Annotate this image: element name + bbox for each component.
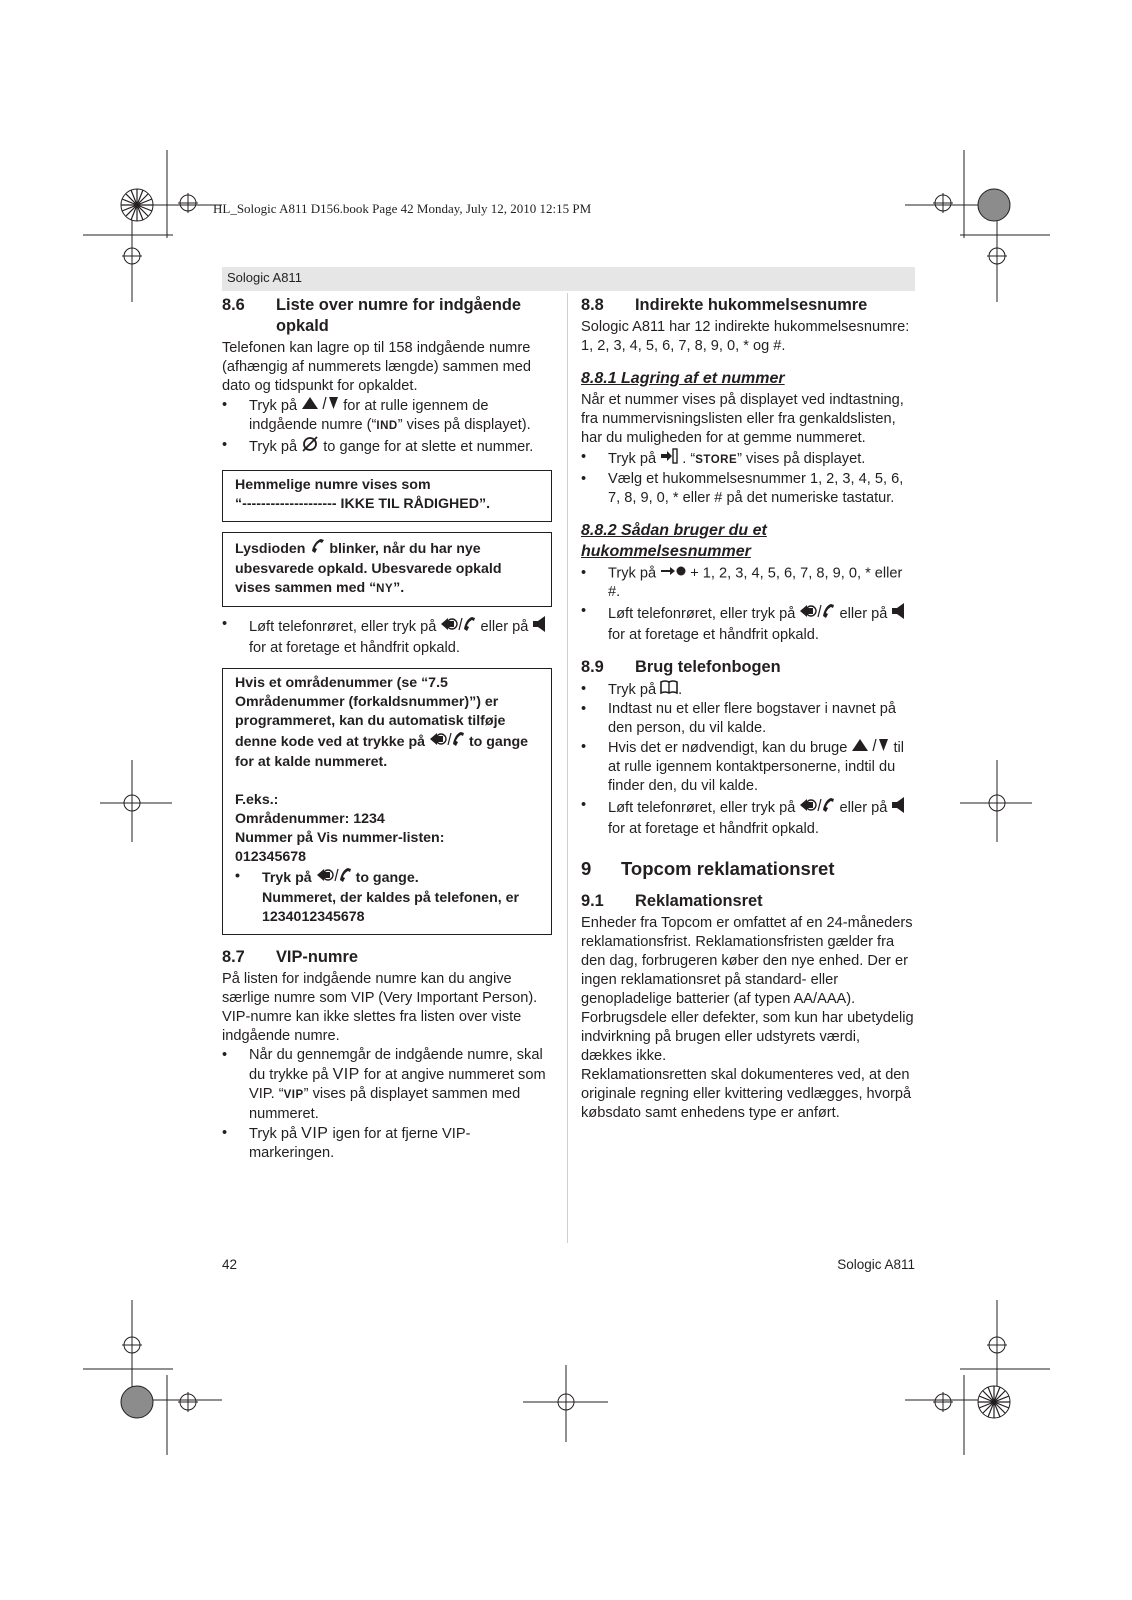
page-number: 42 bbox=[222, 1257, 238, 1272]
call-key-icon bbox=[429, 731, 465, 753]
section-9-heading: 9 Topcom reklamationsret bbox=[581, 858, 835, 880]
up-down-arrow-icon bbox=[851, 738, 889, 758]
section-8-6-list-2 bbox=[222, 615, 552, 658]
section-9-1-para-1: Enheder fra Topcom er omfattet af en 24-måneders reklamationsfrist. Reklamationsfristen gælder fra den dag, forbrugeren køber den nye enhed. Der er ingen reklamationsret på standard- eller genopladelige batterier (af typen AA/AAA). Forbrugsdele eller defekter, som kun har ubetydelig indvirkning på brugen eller udstyrets værdi, dækkes ikke. bbox=[581, 915, 914, 1065]
note-box-missed-calls: Lysdioden blinker, når du har nye ubesvarede opkald. Ubesvarede opkald vises sammen med “NY”. bbox=[222, 532, 552, 607]
memory-key-icon bbox=[660, 564, 686, 583]
section-8-6-heading: 8.6 Liste over numre for indgående opkald bbox=[222, 296, 521, 335]
list-item: • Indtast nu et eller flere bogstaver i navnet på den person, du vil kalde. bbox=[581, 701, 896, 737]
section-8-8-heading: 8.8 Indirekte hukommelsesnumre bbox=[581, 296, 868, 314]
call-key-icon bbox=[799, 603, 835, 625]
section-8-7-list bbox=[222, 1046, 552, 1163]
column-divider bbox=[567, 293, 568, 1243]
vip-key-label: VIP bbox=[332, 1066, 360, 1083]
list-item: • Tryk på to gange for at slette et nummer. bbox=[222, 436, 552, 458]
list-item: • Løft telefonrøret, eller tryk på eller på for at foretage et håndfrit opkald. bbox=[222, 615, 552, 658]
section-8-7-intro: På listen for indgående numre kan du angive særlige numre som VIP (Very Important Person). VIP-numre kan ikke slettes fra listen over viste indgående numre. bbox=[222, 971, 538, 1044]
list-item: • Tryk på for at rulle igennem de indgående numre (“IND” vises på displayet). bbox=[222, 397, 531, 433]
handsfree-speaker-icon bbox=[891, 796, 907, 820]
list-item: • Tryk på to gange. Nummeret, der kaldes på telefonen, er 1234012345678 bbox=[235, 868, 520, 925]
list-item: • Løft telefonrøret, eller tryk på eller på for at foretage et håndfrit opkald. bbox=[581, 602, 915, 645]
section-9-1-heading: 9.1 Reklamationsret bbox=[581, 892, 763, 911]
running-header bbox=[222, 267, 915, 291]
call-key-icon bbox=[316, 867, 352, 889]
vip-key-label: VIP bbox=[301, 1125, 329, 1142]
header-title: Sologic A811 bbox=[227, 270, 302, 285]
section-8-9-list bbox=[581, 680, 915, 839]
section-9-1-para-2: Reklamationsretten skal dokumenteres ved, at den originale regning eller kvittering vedlægges, hvorpå købsdato samt enhedens type er anført. bbox=[581, 1067, 912, 1122]
section-8-8-2-list bbox=[581, 564, 915, 645]
call-key-icon bbox=[799, 797, 835, 819]
list-item: • Tryk på VIP igen for at fjerne VIP-markeringen. bbox=[222, 1125, 471, 1161]
left-column bbox=[222, 295, 552, 1163]
right-column bbox=[581, 295, 915, 1123]
list-item: • Tryk på . bbox=[581, 680, 915, 700]
section-8-8-1-heading: 8.8.1 Lagring af et nummer bbox=[581, 370, 785, 387]
list-item: • Løft telefonrøret, eller tryk på eller på for at foretage et håndfrit opkald. bbox=[581, 796, 915, 839]
section-8-6-intro: Telefonen kan lagre op til 158 indgående numre (afhængig af nummerets længde) sammen med dato og tidspunkt for opkaldet. bbox=[222, 340, 532, 394]
list-item: • Vælg et hukommelsesnummer 1, 2, 3, 4, 5, 6, 7, 8, 9, 0, * eller # på det numeriske tastatur. bbox=[581, 471, 904, 506]
section-8-8-1-intro: Når et nummer vises på displayet ved indtastning, fra nummervisningslisten eller fra genkaldslisten, har du muligheden for at gemme nummeret. bbox=[581, 392, 904, 446]
section-8-8-intro: Sologic A811 har 12 indirekte hukommelsesnumre: 1, 2, 3, 4, 5, 6, 7, 8, 9, 0, * og #. bbox=[581, 319, 910, 354]
section-8-8-1-list bbox=[581, 448, 915, 508]
section-8-6-list bbox=[222, 396, 552, 458]
note-box-area-code: Hvis et områdenummer (se “7.5 Områdenummer (forkaldsnummer)”) er programmeret, kan du automatisk tilføje denne kode ved at trykke på to gange for at kalde nummeret. F.eks.: Områdenummer: 1234 Nummer på Vis nummer-listen: 012345678 • Tryk på to gange. Nummeret, der kaldes på telefonen, er 1234012345678 bbox=[222, 668, 552, 935]
book-info-line: HL_Sologic A811 D156.book Page 42 Monday, July 12, 2010 12:15 PM bbox=[213, 201, 592, 216]
list-item: • Tryk på . “STORE” vises på displayet. bbox=[581, 448, 915, 470]
up-down-arrow-icon bbox=[301, 396, 339, 416]
list-item: • Tryk på + 1, 2, 3, 4, 5, 6, 7, 8, 9, 0, * eller #. bbox=[581, 565, 903, 601]
list-item: • Hvis det er nødvendigt, kan du bruge til at rulle igennem kontaktpersonerne, indtil du finder den, du vil kalde. bbox=[581, 739, 904, 795]
store-key-icon bbox=[660, 448, 678, 470]
handset-led-icon bbox=[309, 538, 325, 560]
handsfree-speaker-icon bbox=[891, 602, 907, 626]
list-item: • Når du gennemgår de indgående numre, skal du trykke på VIP for at angive nummeret som VIP. “VIP” vises på displayet sammen med nummeret. bbox=[222, 1047, 546, 1122]
call-key-icon bbox=[440, 616, 476, 638]
note-box-hidden-numbers: Hemmelige numre vises som “-------------------- IKKE TIL RÅDIGHED”. bbox=[222, 470, 552, 522]
phonebook-icon bbox=[660, 680, 678, 700]
handsfree-speaker-icon bbox=[532, 615, 548, 639]
section-8-9-heading: 8.9 Brug telefonbogen bbox=[581, 658, 781, 677]
section-8-8-2-heading: 8.8.2 Sådan bruger du et hukommelsesnummer bbox=[581, 522, 767, 560]
footer-product: Sologic A811 bbox=[837, 1257, 915, 1272]
delete-icon bbox=[301, 436, 319, 458]
section-8-7-heading: 8.7 VIP-numre bbox=[222, 948, 358, 966]
